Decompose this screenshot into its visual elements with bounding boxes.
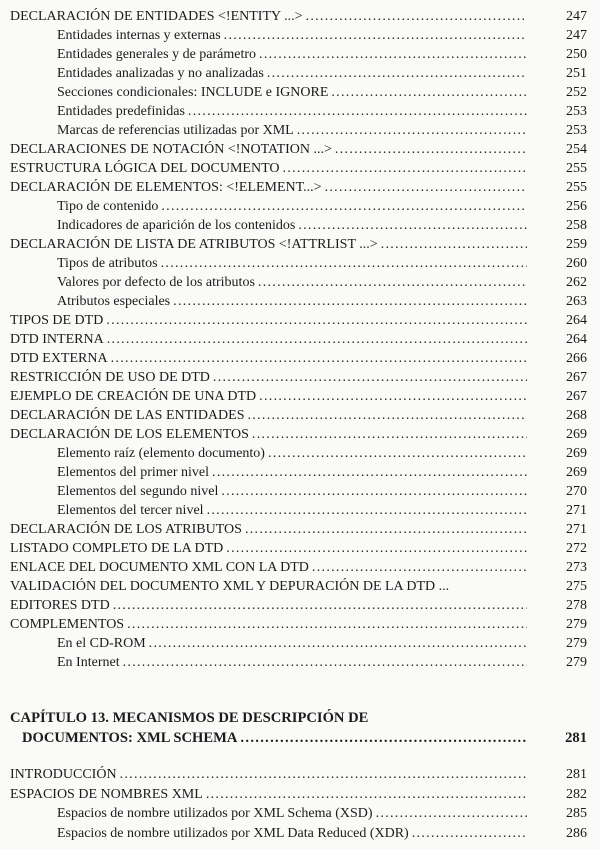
toc-entry [10,824,587,844]
toc-entry-page: 262 [566,275,587,290]
dot-leader [331,83,527,102]
toc-entry [10,482,587,501]
toc-entry [10,273,587,292]
toc-entry-page: 269 [566,465,587,480]
toc-entry-label: INTRODUCCIÓN [10,767,117,782]
toc-entry-page: 285 [566,806,587,821]
toc-entry-page: 281 [566,767,587,782]
toc-entry [10,121,587,140]
toc-entry [10,463,587,482]
toc-entry-label: ESTRUCTURA LÓGICA DEL DOCUMENTO [10,161,280,176]
toc-entry-label: Elementos del tercer nivel [57,503,204,518]
dot-leader [161,254,527,273]
toc-entry [10,254,587,273]
toc-entry-page: 263 [566,294,587,309]
toc-entry [10,159,587,178]
dot-leader [127,615,527,634]
dot-leader [213,368,527,387]
dot-leader [173,292,527,311]
toc-section-ch13 [10,765,587,843]
toc-entry [10,596,587,615]
toc-entry-page: 252 [566,85,587,100]
toc-entry-label: Valores por defecto de los atributos [57,275,255,290]
toc-entry-page: 247 [566,9,587,24]
toc-entry [10,140,587,159]
toc-entry-page: 266 [566,351,587,366]
toc-entry-page: 256 [566,199,587,214]
toc-entry [10,349,587,368]
toc-entry-page: 278 [566,598,587,613]
dot-leader [149,634,527,653]
toc-entry-label: Espacios de nombre utilizados por XML Data Reduced (XDR) [57,825,409,841]
toc-entry-label: VALIDACIÓN DEL DOCUMENTO XML Y DEPURACIÓN DE LA DTD ... [10,579,450,594]
toc-entry [10,387,587,406]
dot-leader [226,539,527,558]
toc-entry-label: DECLARACIÓN DE ENTIDADES <!ENTITY ...> [10,9,303,24]
dot-leader [212,463,527,482]
toc-entry-label: Marcas de referencias utilizadas por XML [57,123,294,138]
dot-leader [207,501,527,520]
dot-leader [221,482,527,501]
toc-entry-page: 258 [566,218,587,233]
toc-entry-label: DECLARACIONES DE NOTACIÓN <!NOTATION ...> [10,142,332,157]
toc-entry-page: 270 [566,484,587,499]
toc-entry [10,615,587,634]
toc-entry [10,216,587,235]
toc-entry-page: 269 [566,446,587,461]
dot-leader [206,785,527,805]
toc-entry-page: 273 [566,560,587,575]
toc-entry-label: EJEMPLO DE CREACIÓN DE UNA DTD [10,389,257,404]
toc-entry-label: EDITORES DTD [10,598,110,613]
toc-entry [10,765,587,785]
toc-entry [10,406,587,425]
dot-leader [297,121,527,140]
dot-leader [267,64,527,83]
toc-entry-page: 271 [566,522,587,537]
toc-entry-label: DECLARACIÓN DE ELEMENTOS: <!ELEMENT...> [10,180,322,195]
toc-entry-page: 267 [566,370,587,385]
dot-leader [248,406,528,425]
toc-entry-label: COMPLEMENTOS [10,617,125,632]
toc-entry [10,292,587,311]
dot-leader [120,765,527,785]
toc-entry-page: 264 [566,313,587,328]
toc-entry-label: Elementos del primer nivel [57,465,210,480]
toc-entry-page: 264 [566,332,587,347]
toc-entry-label: En el CD-ROM [57,636,146,651]
dot-leader [252,425,527,444]
dot-leader [259,387,527,406]
toc-entry-label: Entidades analizadas y no analizadas [57,66,264,81]
toc-entry-label: En Internet [57,655,120,670]
toc-entry-page: 253 [566,104,587,119]
toc-entry [10,311,587,330]
toc-entry [10,501,587,520]
toc-entry [10,804,587,824]
toc-entry [10,83,587,102]
toc-entry-label: DECLARACIÓN DE LOS ELEMENTOS [10,427,249,442]
toc-entry-page: 282 [566,786,587,802]
toc-entry-page: 286 [566,825,587,841]
dot-leader [335,140,527,159]
toc-entry [10,653,587,672]
toc-entry [10,102,587,121]
dot-leader [123,653,527,672]
dot-leader [111,349,527,368]
toc-entry [10,197,587,216]
toc-entry-page: 250 [566,47,587,62]
toc-entry-label: Entidades predefinidas [57,104,185,119]
toc-entry [10,785,587,805]
toc-entry [10,558,587,577]
toc-entry [10,178,587,197]
toc-entry [10,520,587,539]
toc-entry-page: 255 [566,180,587,195]
toc-entry-label: Entidades generales y de parámetro [57,47,257,62]
toc-entry [10,368,587,387]
toc-entry-page: 260 [566,256,587,271]
toc-entry [10,425,587,444]
toc-section-ch12 [10,7,587,672]
toc-entry-page: 251 [566,66,587,81]
dot-leader [325,178,527,197]
toc-entry-page: 255 [566,161,587,176]
dot-leader [283,159,527,178]
dot-leader [376,804,527,824]
toc-entry [10,444,587,463]
toc-entry-label: DECLARACIÓN DE LISTA DE ATRIBUTOS <!ATTRLIST ...> [10,237,378,252]
toc-entry-page: 247 [566,28,587,43]
dot-leader [298,216,527,235]
dot-leader [258,273,527,292]
chapter-title-line2: DOCUMENTOS: XML SCHEMA [22,730,238,746]
toc-entry-page: 269 [566,427,587,442]
dot-leader [306,7,527,26]
chapter-13-heading [10,708,587,748]
toc-entry-page: 253 [566,123,587,138]
toc-entry [10,7,587,26]
dot-leader [245,520,527,539]
toc-entry-label: DTD INTERNA [10,332,104,347]
toc-entry-label: DECLARACIÓN DE LAS ENTIDADES [10,408,245,423]
toc-entry-page: 279 [566,636,587,651]
toc-entry [10,634,587,653]
toc-entry-label: Entidades internas y externas [57,28,221,43]
toc-entry [10,330,587,349]
toc-entry-label: Espacios de nombre utilizados por XML Schema (XSD) [57,806,373,821]
toc-entry-page: 268 [566,408,587,423]
toc-entry-label: Tipo de contenido [57,199,159,214]
toc-entry-label: Elementos del segundo nivel [57,484,219,499]
toc-entry-page: 267 [566,389,587,404]
toc-entry [10,64,587,83]
toc-entry-page: 275 [566,579,587,594]
toc-entry [10,235,587,254]
dot-leader [268,444,527,463]
dot-leader [259,45,527,64]
toc-entry [10,539,587,558]
dot-leader [106,311,527,330]
toc-entry-label: RESTRICCIÓN DE USO DE DTD [10,370,210,385]
toc-entry-page: 259 [566,237,587,252]
toc-entry-label: LISTADO COMPLETO DE LA DTD [10,541,224,556]
toc-entry-page: 279 [566,617,587,632]
toc-entry-label: ENLACE DEL DOCUMENTO XML CON LA DTD [10,560,309,575]
toc-entry-label: Indicadores de aparición de los contenidos [57,218,296,233]
dot-leader [381,235,527,254]
toc-entry-label: DTD EXTERNA [10,351,108,366]
dot-leader [224,26,527,45]
toc-entry-page: 271 [566,503,587,518]
dot-leader [161,197,527,216]
toc-entry [10,45,587,64]
dot-leader [240,728,527,748]
dot-leader [412,824,527,844]
chapter-title-line1: CAPÍTULO 13. MECANISMOS DE DESCRIPCIÓN DE [10,710,369,726]
toc-entry-page: 272 [566,541,587,556]
toc-entry [10,577,587,596]
dot-leader [188,102,527,121]
toc-entry-label: DECLARACIÓN DE LOS ATRIBUTOS [10,522,242,537]
dot-leader [113,596,527,615]
chapter-title-line2-row [10,728,587,748]
toc-entry-page: 279 [566,655,587,670]
toc-entry-label: Elemento raíz (elemento documento) [57,446,265,461]
toc-entry-label: Atributos especiales [57,294,171,309]
toc-entry [10,26,587,45]
toc-entry-page: 254 [566,142,587,157]
toc-entry-label: Tipos de atributos [57,256,158,271]
chapter-page-number: 281 [565,730,587,746]
toc-entry-label: Secciones condicionales: INCLUDE e IGNORE [57,85,329,100]
toc-entry-label: TIPOS DE DTD [10,313,104,328]
dot-leader [107,330,527,349]
toc-entry-label: ESPACIOS DE NOMBRES XML [10,786,203,802]
dot-leader [312,558,527,577]
